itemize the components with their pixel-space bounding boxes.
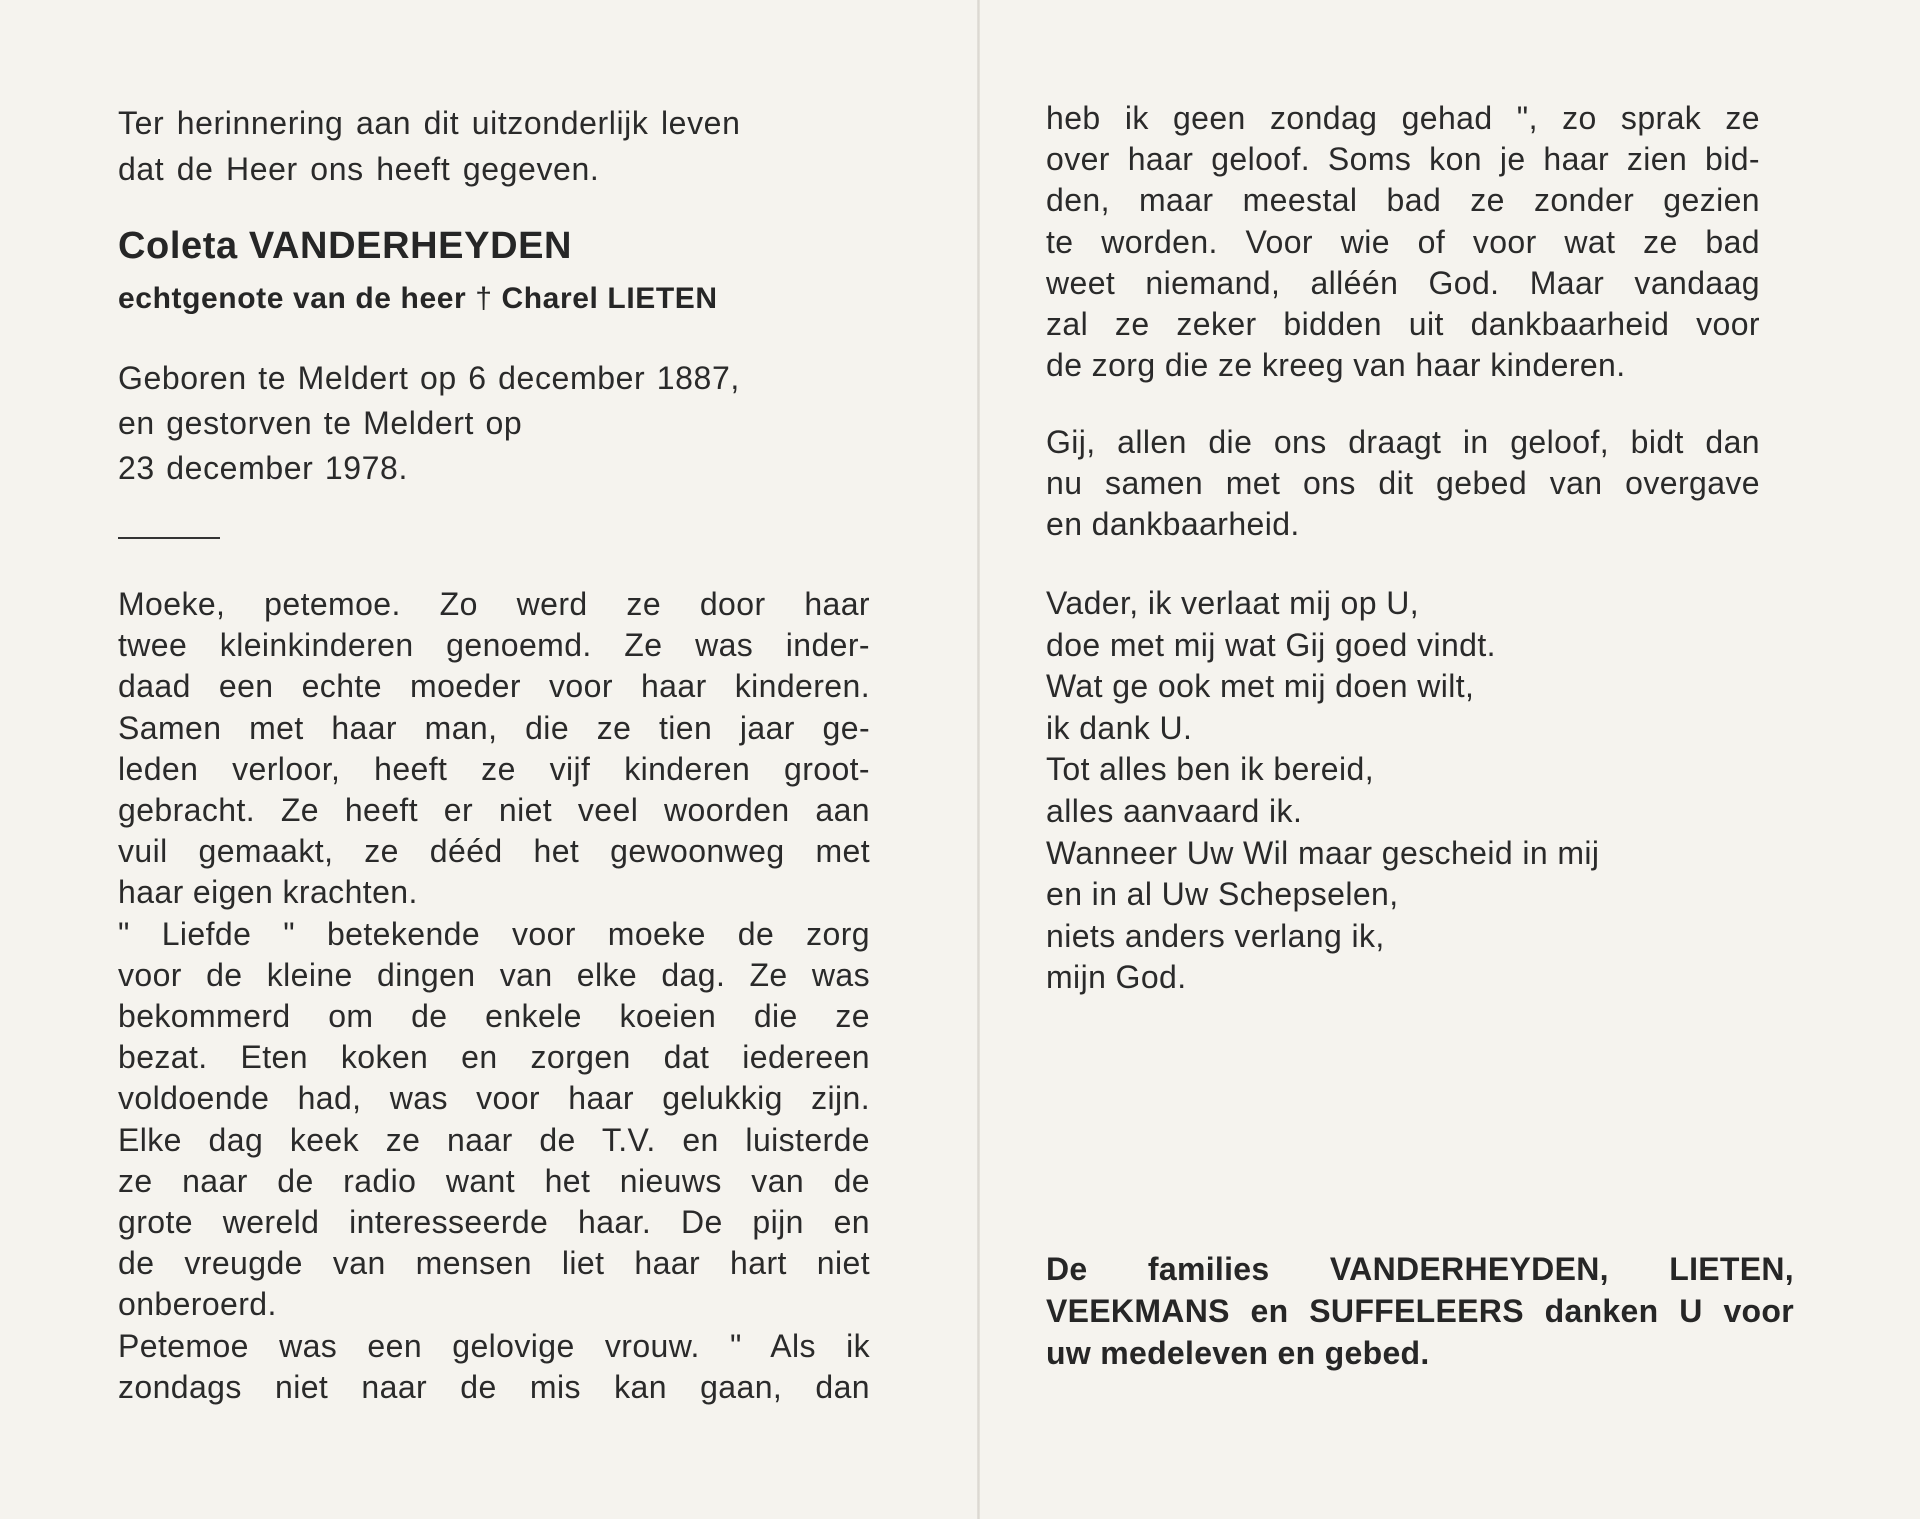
bio-line: " Liefde " betekende voor moeke de zorg <box>118 915 870 952</box>
prayer-text <box>1046 583 1599 999</box>
bio-line: voor de kleine dingen van elke dag. Ze was <box>118 956 870 993</box>
bio-line: bekommerd om de enkele koeien die ze <box>118 998 870 1035</box>
family-thanks <box>1046 1248 1794 1374</box>
bio-line: Petemoe was een gelovige vrouw. " Als ik <box>118 1327 870 1364</box>
bio-line: leden verloor, heeft ze vijf kinderen groot- <box>118 750 870 787</box>
thanks-line: VEEKMANS en SUFFELEERS danken U voor <box>1046 1293 1794 1329</box>
bio-line: voldoende had, was voor haar gelukkig zijn. <box>118 1080 870 1117</box>
deceased-name: Coleta VANDERHEYDEN <box>118 225 573 267</box>
spouse-name: Charel LIETEN <box>501 282 718 315</box>
cross-icon: † <box>475 282 493 315</box>
faith-line: over haar geloof. Soms kon je haar zien bid- <box>1046 141 1760 178</box>
prayer-line: ik dank U. <box>1046 709 1193 746</box>
dates-line: 23 december 1978. <box>118 450 408 486</box>
prayer-line: en in al Uw Schepselen, <box>1046 876 1399 913</box>
prayer-line: mijn God. <box>1046 959 1187 996</box>
prayer-line: Wat ge ook met mij doen wilt, <box>1046 668 1475 705</box>
bio-line: onberoerd. <box>118 1286 277 1323</box>
prayer-line: niets anders verlang ik, <box>1046 917 1385 954</box>
spouse-line <box>118 282 718 316</box>
faith-line: heb ik geen zondag gehad ", zo sprak ze <box>1046 100 1760 136</box>
bio-line: gebracht. Ze heeft er niet veel woorden aan <box>118 792 870 829</box>
bio-line: twee kleinkinderen genoemd. Ze was inder- <box>118 627 870 664</box>
bio-line: vuil gemaakt, ze dééd het gewoonweg met <box>118 833 870 870</box>
invitation-line: Gij, allen die ons draagt in geloof, bidt dan <box>1046 424 1760 460</box>
invitation-line: nu samen met ons dit gebed van overgave <box>1046 465 1760 502</box>
birth-death-dates <box>118 356 740 491</box>
prayer-line: Wanneer Uw Wil maar gescheid in mij <box>1046 834 1600 871</box>
thanks-line: uw medeleven en gebed. <box>1046 1335 1430 1371</box>
bio-line: Samen met haar man, die ze tien jaar ge- <box>118 709 870 746</box>
bio-line: Moeke, petemoe. Zo werd ze door haar <box>118 586 870 622</box>
prayer-line: doe met mij wat Gij goed vindt. <box>1046 626 1496 663</box>
prayer-line: Tot alles ben ik bereid, <box>1046 751 1375 788</box>
center-fold <box>977 0 980 1519</box>
prayer-line: alles aanvaard ik. <box>1046 792 1303 829</box>
bio-line: ze naar de radio want het nieuws van de <box>118 1162 870 1199</box>
bio-line: haar eigen krachten. <box>118 874 418 911</box>
dates-line: Geboren te Meldert op 6 december 1887, <box>118 360 740 396</box>
faith-line: de zorg die ze kreeg van haar kinderen. <box>1046 347 1626 384</box>
faith-line: den, maar meestal bad ze zonder gezien <box>1046 182 1760 219</box>
faith-paragraph <box>1046 98 1760 386</box>
thanks-line: De families VANDERHEYDEN, LIETEN, <box>1046 1251 1794 1287</box>
spouse-prefix: echtgenote van de heer <box>118 282 467 315</box>
bio-line: daad een echte moeder voor haar kinderen. <box>118 668 870 705</box>
faith-line: zal ze zeker bidden uit dankbaarheid voor <box>1046 306 1760 343</box>
faith-line: te worden. Voor wie of voor wat ze bad <box>1046 223 1760 260</box>
prayer-line: Vader, ik verlaat mij op U, <box>1046 585 1420 621</box>
bio-line: bezat. Eten koken en zorgen dat iedereen <box>118 1039 870 1076</box>
biography-text <box>118 584 870 1408</box>
bio-line: Elke dag keek ze naar de T.V. en luisterde <box>118 1121 870 1158</box>
faith-line: weet niemand, alléén God. Maar vandaag <box>1046 264 1760 301</box>
intro-line: dat de Heer ons heeft gegeven. <box>118 151 600 187</box>
bio-line: de vreugde van mensen liet haar hart niet <box>118 1245 870 1282</box>
bio-line: grote wereld interesseerde haar. De pijn en <box>118 1204 870 1241</box>
invitation-line: en dankbaarheid. <box>1046 506 1300 543</box>
dates-line: en gestorven te Meldert op <box>118 405 523 441</box>
invitation-paragraph <box>1046 422 1760 546</box>
divider <box>118 537 220 539</box>
intro-text <box>118 100 740 192</box>
intro-line: Ter herinnering aan dit uitzonderlijk leven <box>118 105 741 141</box>
bio-line: zondags niet naar de mis kan gaan, dan <box>118 1368 870 1405</box>
